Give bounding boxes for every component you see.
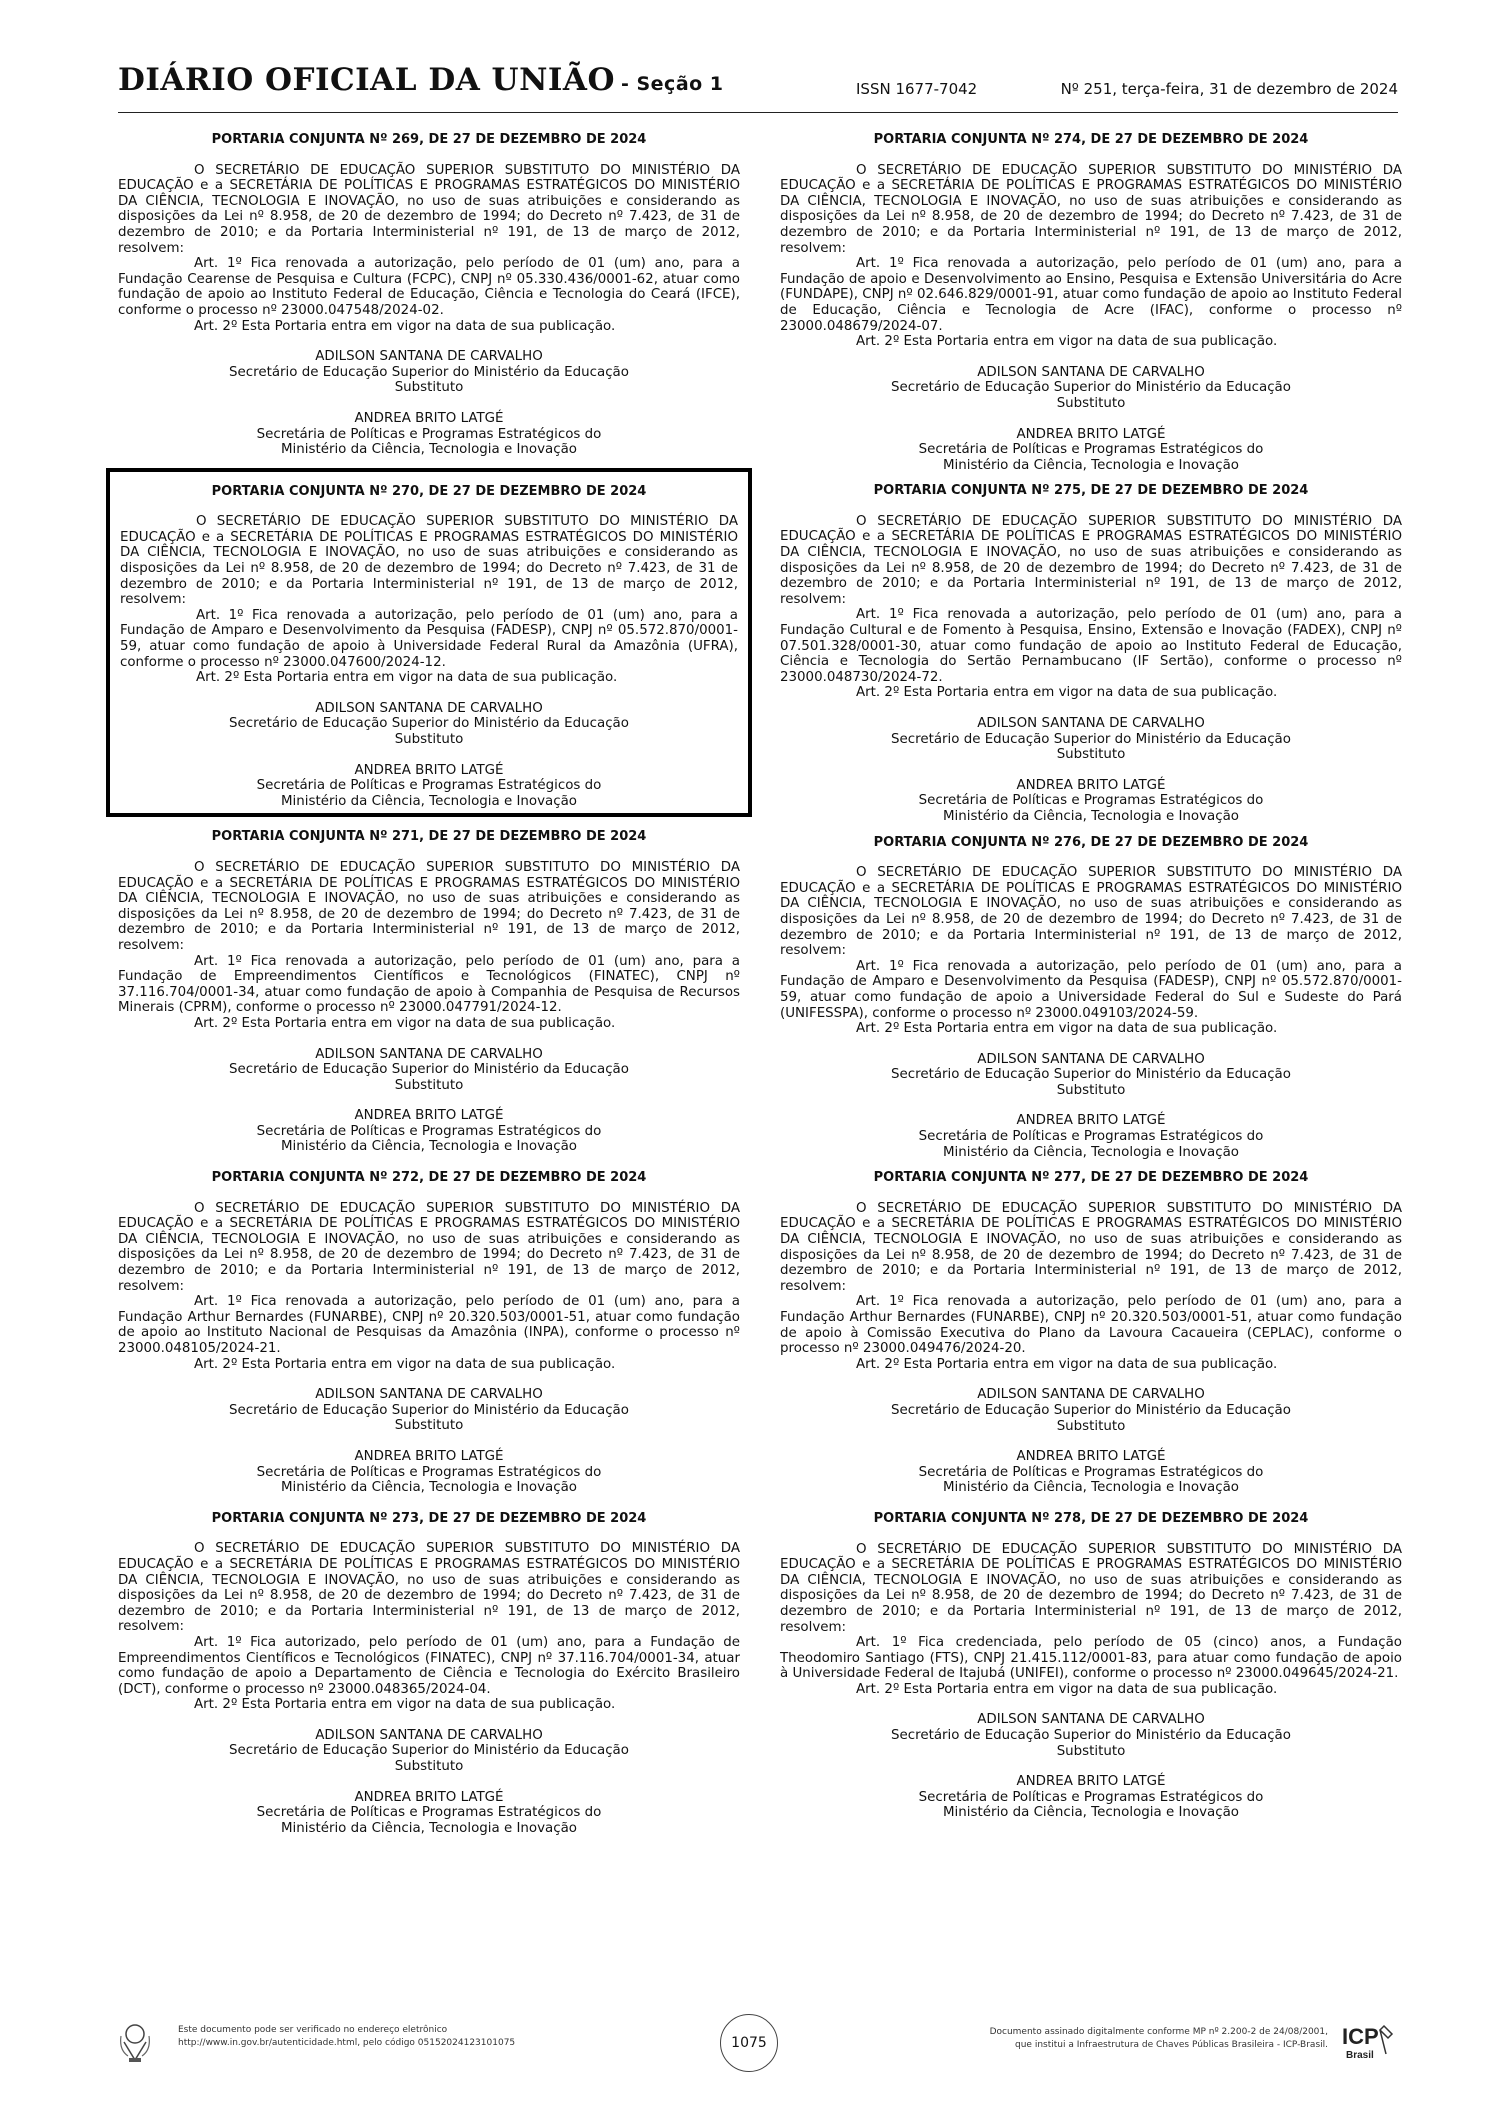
digital-signature-note — [990, 2026, 1328, 2052]
portaria-274 — [780, 132, 1402, 473]
signatory-substitute: Substituto — [1056, 1418, 1126, 1434]
signatory-role: Secretária de Políticas e Programas Estratégicos do — [918, 793, 1264, 809]
signature-line: que institui a Infraestrutura de Chaves Públicas Brasileira - ICP-Brasil. — [1015, 2040, 1328, 2050]
signatory-name: ADILSON SANTANA DE CARVALHO — [315, 1727, 543, 1743]
signatory-role: Ministério da Ciência, Tecnologia e Inovação — [281, 1820, 577, 1836]
signatory-role: Secretário de Educação Superior do Ministério da Educação — [891, 380, 1291, 396]
issn: ISSN 1677-7042 — [856, 80, 978, 98]
signatory-role: Ministério da Ciência, Tecnologia e Inovação — [943, 1805, 1239, 1821]
header-rule — [118, 112, 1398, 113]
signatory-role: Ministério da Ciência, Tecnologia e Inovação — [281, 793, 577, 809]
portaria-278 — [780, 1511, 1402, 1821]
signatory-name: ANDREA BRITO LATGÉ — [1016, 777, 1166, 793]
page-header — [118, 62, 1398, 110]
article-2: Art. 2º Esta Portaria entra em vigor na data de sua publicação. — [194, 1356, 616, 1372]
preamble: O SECRETÁRIO DE EDUCAÇÃO SUPERIOR SUBSTITUTO DO MINISTÉRIO DA EDUCAÇÃO e a SECRETÁRIA DE POLÍTICAS E PROGRAMAS ESTRATÉGICOS DO MINISTÉRIO DA CIÊNCIA, TECNOLOGIA E INOVAÇÃO, no uso de suas atribuições e considerando as disposições da Lei nº 8.958, de 20 de dezembro de 1994; do Decreto nº 7.423, de 31 de dezembro de 2010; e da Portaria Interministerial nº 191, de 13 de março de 2012, resolvem: — [780, 513, 1402, 607]
signatory-role: Ministério da Ciência, Tecnologia e Inovação — [943, 1480, 1239, 1496]
preamble: O SECRETÁRIO DE EDUCAÇÃO SUPERIOR SUBSTITUTO DO MINISTÉRIO DA EDUCAÇÃO e a SECRETÁRIA DE POLÍTICAS E PROGRAMAS ESTRATÉGICOS DO MINISTÉRIO DA CIÊNCIA, TECNOLOGIA E INOVAÇÃO, no uso de suas atribuições e considerando as disposições da Lei nº 8.958, de 20 de dezembro de 1994; do Decreto nº 7.423, de 31 de dezembro de 2010; e da Portaria Interministerial nº 191, de 13 de março de 2012, resolvem: — [118, 1200, 740, 1294]
journal-title: DIÁRIO OFICIAL DA UNIÃO — [118, 62, 615, 98]
signatory-role: Secretário de Educação Superior do Ministério da Educação — [229, 1743, 629, 1759]
preamble: O SECRETÁRIO DE EDUCAÇÃO SUPERIOR SUBSTITUTO DO MINISTÉRIO DA EDUCAÇÃO e a SECRETÁRIA DE POLÍTICAS E PROGRAMAS ESTRATÉGICOS DO MINISTÉRIO DA CIÊNCIA, TECNOLOGIA E INOVAÇÃO, no uso de suas atribuições e considerando as disposições da Lei nº 8.958, de 20 de dezembro de 1994; do Decreto nº 7.423, de 31 de dezembro de 2010; e da Portaria Interministerial nº 191, de 13 de março de 2012, resolvem: — [780, 162, 1402, 256]
signatory-role: Secretária de Políticas e Programas Estratégicos do — [256, 426, 602, 442]
masthead — [118, 62, 724, 98]
portaria-title: PORTARIA CONJUNTA Nº 277, DE 27 DE DEZEMBRO DE 2024 — [873, 1170, 1309, 1186]
signatory-role: Secretária de Políticas e Programas Estratégicos do — [256, 1464, 602, 1480]
icp-sublabel: Brasil — [1346, 2050, 1374, 2061]
article-1: Art. 1º Fica renovada a autorização, pelo período de 01 (um) ano, para a Fundação Cearense de Pesquisa e Cultura (FCPC), CNPJ nº 05.330.436/0001-62, atuar como fundação de apoio ao Instituto Federal de Educação, Ciência e Tecnologia do Ceará (IFCE), conforme o processo nº 23000.047548/2024-02. — [118, 256, 740, 318]
signatory-substitute: Substituto — [394, 380, 464, 396]
signatory-role: Secretária de Políticas e Programas Estratégicos do — [918, 1464, 1264, 1480]
portaria-277 — [780, 1170, 1402, 1496]
preamble: O SECRETÁRIO DE EDUCAÇÃO SUPERIOR SUBSTITUTO DO MINISTÉRIO DA EDUCAÇÃO e a SECRETÁRIA DE POLÍTICAS E PROGRAMAS ESTRATÉGICOS DO MINISTÉRIO DA CIÊNCIA, TECNOLOGIA E INOVAÇÃO, no uso de suas atribuições e considerando as disposições da Lei nº 8.958, de 20 de dezembro de 1994; do Decreto nº 7.423, de 31 de dezembro de 2010; e da Portaria Interministerial nº 191, de 13 de março de 2012, resolvem: — [780, 865, 1402, 959]
signatory-role: Secretária de Políticas e Programas Estratégicos do — [256, 778, 602, 794]
signatory-substitute: Substituto — [394, 732, 464, 747]
article-1: Art. 1º Fica credenciada, pelo período de 05 (cinco) anos, a Fundação Theodomiro Santiago (FTS), CNPJ 21.415.112/0001-83, para atuar como fundação de apoio à Universidade Federal de Itajubá (UNIFEI), conforme o processo nº 23000.049645/2024-21. — [780, 1635, 1402, 1682]
signatory-role: Ministério da Ciência, Tecnologia e Inovação — [281, 442, 577, 458]
signatory-role: Secretária de Políticas e Programas Estratégicos do — [918, 1129, 1264, 1145]
article-2: Art. 2º Esta Portaria entra em vigor na data de sua publicação. — [856, 1021, 1278, 1037]
preamble: O SECRETÁRIO DE EDUCAÇÃO SUPERIOR SUBSTITUTO DO MINISTÉRIO DA EDUCAÇÃO e a SECRETÁRIA DE POLÍTICAS E PROGRAMAS ESTRATÉGICOS DO MINISTÉRIO DA CIÊNCIA, TECNOLOGIA E INOVAÇÃO, no uso de suas atribuições e considerando as disposições da Lei nº 8.958, de 20 de dezembro de 1994; do Decreto nº 7.423, de 31 de dezembro de 2010; e da Portaria Interministerial nº 191, de 13 de março de 2012, resolvem: — [780, 1200, 1402, 1294]
portaria-269 — [118, 132, 740, 458]
signatory-role: Secretário de Educação Superior do Ministério da Educação — [891, 1728, 1291, 1744]
signatory-role: Secretária de Políticas e Programas Estratégicos do — [256, 1123, 602, 1139]
signatory-name: ADILSON SANTANA DE CARVALHO — [977, 1712, 1205, 1728]
portaria-276 — [780, 835, 1402, 1161]
signatory-role: Secretário de Educação Superior do Ministério da Educação — [229, 364, 629, 380]
signatory-name: ANDREA BRITO LATGÉ — [1016, 426, 1166, 442]
portaria-title: PORTARIA CONJUNTA Nº 276, DE 27 DE DEZEMBRO DE 2024 — [873, 834, 1309, 850]
edition-date: Nº 251, terça-feira, 31 de dezembro de 2024 — [1060, 80, 1398, 98]
article-2: Art. 2º Esta Portaria entra em vigor na data de sua publicação. — [194, 1697, 616, 1713]
preamble: O SECRETÁRIO DE EDUCAÇÃO SUPERIOR SUBSTITUTO DO MINISTÉRIO DA EDUCAÇÃO e a SECRETÁRIA DE POLÍTICAS E PROGRAMAS ESTRATÉGICOS DO MINISTÉRIO DA CIÊNCIA, TECNOLOGIA E INOVAÇÃO, no uso de suas atribuições e considerando as disposições da Lei nº 8.958, de 20 de dezembro de 1994; do Decreto nº 7.423, de 31 de dezembro de 2010; e da Portaria Interministerial nº 191, de 13 de março de 2012, resolvem: — [118, 1541, 740, 1635]
signatory-substitute: Substituto — [1056, 1743, 1126, 1759]
portaria-title: PORTARIA CONJUNTA Nº 270, DE 27 DE DEZEMBRO DE 2024 — [211, 483, 647, 499]
verification-line: Este documento pode ser verificado no endereço eletrônico — [178, 2025, 448, 2035]
portaria-271 — [118, 829, 740, 1155]
portaria-275 — [780, 483, 1402, 824]
signatory-name: ANDREA BRITO LATGÉ — [1016, 1113, 1166, 1129]
signatory-substitute: Substituto — [394, 1077, 464, 1093]
article-2: Art. 2º Esta Portaria entra em vigor na data de sua publicação. — [196, 670, 618, 686]
signatory-role: Secretária de Políticas e Programas Estratégicos do — [918, 442, 1264, 458]
article-2: Art. 2º Esta Portaria entra em vigor na data de sua publicação. — [856, 1356, 1278, 1372]
portaria-title: PORTARIA CONJUNTA Nº 274, DE 27 DE DEZEMBRO DE 2024 — [873, 132, 1309, 147]
signatory-name: ADILSON SANTANA DE CARVALHO — [977, 1387, 1205, 1403]
page-number: 1075 — [720, 2014, 778, 2072]
article-2: Art. 2º Esta Portaria entra em vigor na data de sua publicação. — [194, 318, 616, 334]
signatory-role: Ministério da Ciência, Tecnologia e Inovação — [281, 1480, 577, 1496]
signatory-role: Secretário de Educação Superior do Ministério da Educação — [229, 1062, 629, 1078]
signatory-name: ADILSON SANTANA DE CARVALHO — [315, 1046, 543, 1062]
article-2: Art. 2º Esta Portaria entra em vigor na data de sua publicação. — [194, 1015, 616, 1031]
signatory-name: ADILSON SANTANA DE CARVALHO — [977, 716, 1205, 731]
section-label: - Seção 1 — [620, 73, 724, 95]
signatory-name: ADILSON SANTANA DE CARVALHO — [977, 1051, 1205, 1067]
portaria-title: PORTARIA CONJUNTA Nº 269, DE 27 DE DEZEMBRO DE 2024 — [211, 132, 647, 147]
preamble: O SECRETÁRIO DE EDUCAÇÃO SUPERIOR SUBSTITUTO DO MINISTÉRIO DA EDUCAÇÃO e a SECRETÁRIA DE POLÍTICAS E PROGRAMAS ESTRATÉGICOS DO MINISTÉRIO DA CIÊNCIA, TECNOLOGIA E INOVAÇÃO, no uso de suas atribuições e considerando as disposições da Lei nº 8.958, de 20 de dezembro de 1994; do Decreto nº 7.423, de 31 de dezembro de 2010; e da Portaria Interministerial nº 191, de 13 de março de 2012, resolvem: — [780, 1541, 1402, 1635]
preamble: O SECRETÁRIO DE EDUCAÇÃO SUPERIOR SUBSTITUTO DO MINISTÉRIO DA EDUCAÇÃO e a SECRETÁRIA DE POLÍTICAS E PROGRAMAS ESTRATÉGICOS DO MINISTÉRIO DA CIÊNCIA, TECNOLOGIA E INOVAÇÃO, no uso de suas atribuições e considerando as disposições da Lei nº 8.958, de 20 de dezembro de 1994; do Decreto nº 7.423, de 31 de dezembro de 2010; e da Portaria Interministerial nº 191, de 13 de março de 2012, resolvem: — [118, 162, 740, 256]
signatory-substitute: Substituto — [1056, 747, 1126, 763]
signatory-role: Secretária de Políticas e Programas Estratégicos do — [918, 1789, 1264, 1805]
icp-brasil-logo-icon — [1340, 2020, 1398, 2064]
signatory-role: Secretário de Educação Superior do Ministério da Educação — [229, 1402, 629, 1418]
signatory-role: Secretário de Educação Superior do Ministério da Educação — [229, 716, 629, 732]
signatory-role: Ministério da Ciência, Tecnologia e Inovação — [943, 808, 1239, 824]
article-1: Art. 1º Fica renovada a autorização, pelo período de 01 (um) ano, para a Fundação Arthur Bernardes (FUNARBE), CNPJ nº 20.320.503/0001-51, atuar como fundação de apoio à Comissão Executiva do Plano da Lavoura Cacaueira (CEPLAC), conforme o processo nº 23000.049476/2024-20. — [780, 1294, 1402, 1357]
signatory-name: ADILSON SANTANA DE CARVALHO — [315, 700, 543, 716]
article-2: Art. 2º Esta Portaria entra em vigor na data de sua publicação. — [856, 1681, 1278, 1697]
portaria-272 — [118, 1170, 740, 1496]
portaria-title: PORTARIA CONJUNTA Nº 273, DE 27 DE DEZEMBRO DE 2024 — [211, 1510, 647, 1526]
left-column — [118, 132, 740, 1836]
signatory-name: ADILSON SANTANA DE CARVALHO — [315, 349, 543, 365]
signatory-role: Secretária de Políticas e Programas Estratégicos do — [256, 1805, 602, 1821]
portaria-title: PORTARIA CONJUNTA Nº 272, DE 27 DE DEZEMBRO DE 2024 — [211, 1170, 647, 1186]
signatory-role: Secretário de Educação Superior do Ministério da Educação — [891, 731, 1291, 747]
signatory-name: ADILSON SANTANA DE CARVALHO — [315, 1387, 543, 1403]
preamble: O SECRETÁRIO DE EDUCAÇÃO SUPERIOR SUBSTITUTO DO MINISTÉRIO DA EDUCAÇÃO e a SECRETÁRIA DE POLÍTICAS E PROGRAMAS ESTRATÉGICOS DO MINISTÉRIO DA CIÊNCIA, TECNOLOGIA E INOVAÇÃO, no uso de suas atribuições e considerando as disposições da Lei nº 8.958, de 20 de dezembro de 1994; do Decreto nº 7.423, de 31 de dezembro de 2010; e da Portaria Interministerial nº 191, de 13 de março de 2012, resolvem: — [120, 514, 738, 608]
article-2: Art. 2º Esta Portaria entra em vigor na data de sua publicação. — [856, 334, 1278, 350]
portaria-270-highlighted — [106, 468, 752, 818]
portaria-title: PORTARIA CONJUNTA Nº 271, DE 27 DE DEZEMBRO DE 2024 — [211, 829, 647, 845]
verification-note — [178, 2024, 515, 2050]
signatory-name: ANDREA BRITO LATGÉ — [354, 762, 504, 778]
signatory-name: ANDREA BRITO LATGÉ — [1016, 1774, 1166, 1790]
article-1: Art. 1º Fica renovada a autorização, pelo período de 01 (um) ano, para a Fundação Cultural e de Fomento à Pesquisa, Ensino, Extensão e Inovação (FADEX), CNPJ nº 07.501.328/0001-30, atuar como fundação de apoio ao Instituto Federal de Educação, Ciência e Tecnologia do Sertão Pernambucano (IF Sertão), conforme o processo nº 23000.048730/2024-72. — [780, 607, 1402, 685]
signatory-name: ADILSON SANTANA DE CARVALHO — [977, 364, 1205, 380]
signatory-substitute: Substituto — [1056, 1082, 1126, 1098]
portaria-273 — [118, 1511, 740, 1837]
article-1: Art. 1º Fica renovada a autorização, pelo período de 01 (um) ano, para a Fundação de Amparo e Desenvolvimento da Pesquisa (FADESP), CNPJ nº 05.572.870/0001-59, atuar como fundação de apoio à Universidade Federal Rural da Amazônia (UFRA), conforme o processo nº 23000.047600/2024-12. — [120, 607, 738, 670]
icp-label: ICP — [1342, 2024, 1379, 2049]
signatory-role: Ministério da Ciência, Tecnologia e Inovação — [943, 1144, 1239, 1160]
article-1: Art. 1º Fica renovada a autorização, pelo período de 01 (um) ano, para a Fundação Arthur Bernardes (FUNARBE), CNPJ nº 20.320.503/0001-51, atuar como fundação de apoio ao Instituto Nacional de Pesquisas da Amazônia (INPA), conforme o processo nº 23000.048105/2024-21. — [118, 1294, 740, 1356]
article-1: Art. 1º Fica renovada a autorização, pelo período de 01 (um) ano, para a Fundação de Empreendimentos Científicos e Tecnológicos (FINATEC), CNPJ nº 37.116.704/0001-34, atuar como fundação de apoio à Companhia de Pesquisa de Recursos Minerais (CPRM), conforme o processo nº 23000.047791/2024-12. — [118, 953, 740, 1016]
signatory-name: ANDREA BRITO LATGÉ — [1016, 1449, 1166, 1465]
coat-of-arms-icon — [118, 2020, 152, 2064]
signatory-substitute: Substituto — [394, 1418, 464, 1434]
preamble: O SECRETÁRIO DE EDUCAÇÃO SUPERIOR SUBSTITUTO DO MINISTÉRIO DA EDUCAÇÃO e a SECRETÁRIA DE POLÍTICAS E PROGRAMAS ESTRATÉGICOS DO MINISTÉRIO DA CIÊNCIA, TECNOLOGIA E INOVAÇÃO, no uso de suas atribuições e considerando as disposições da Lei nº 8.958, de 20 de dezembro de 1994; do Decreto nº 7.423, de 31 de dezembro de 2010; e da Portaria Interministerial nº 191, de 13 de março de 2012, resolvem: — [118, 859, 740, 953]
signatory-role: Secretário de Educação Superior do Ministério da Educação — [891, 1067, 1291, 1083]
signatory-role: Ministério da Ciência, Tecnologia e Inovação — [281, 1139, 577, 1155]
verification-link[interactable]: http://www.in.gov.br/autenticidade.html, pelo código 05152024123101075 — [178, 2038, 516, 2048]
portaria-title: PORTARIA CONJUNTA Nº 275, DE 27 DE DEZEMBRO DE 2024 — [873, 483, 1309, 499]
article-2: Art. 2º Esta Portaria entra em vigor na data de sua publicação. — [856, 685, 1278, 701]
portaria-title: PORTARIA CONJUNTA Nº 278, DE 27 DE DEZEMBRO DE 2024 — [873, 1510, 1309, 1526]
signature-line: Documento assinado digitalmente conforme MP nº 2.200-2 de 24/08/2001, — [989, 2027, 1328, 2037]
signatory-name: ANDREA BRITO LATGÉ — [354, 1789, 504, 1805]
right-column — [780, 132, 1402, 1821]
signatory-substitute: Substituto — [1056, 395, 1126, 411]
article-1: Art. 1º Fica renovada a autorização, pelo período de 01 (um) ano, para a Fundação de apoio e Desenvolvimento ao Ensino, Pesquisa e Extensão Universitária do Acre (FUNDAPE), CNPJ nº 02.646.829/0001-91, atuar como fundação de apoio ao Instituto Federal de Educação, Ciência e Tecnologia de Acre (IFAC), conforme o processo nº 23000.048679/2024-07. — [780, 256, 1402, 334]
signatory-name: ANDREA BRITO LATGÉ — [354, 1448, 504, 1464]
signatory-name: ANDREA BRITO LATGÉ — [354, 410, 504, 426]
signatory-role: Ministério da Ciência, Tecnologia e Inovação — [943, 457, 1239, 473]
signatory-role: Secretário de Educação Superior do Ministério da Educação — [891, 1402, 1291, 1418]
signatory-name: ANDREA BRITO LATGÉ — [354, 1108, 504, 1124]
page-footer — [118, 2014, 1398, 2080]
signatory-substitute: Substituto — [394, 1759, 464, 1775]
article-1: Art. 1º Fica renovada a autorização, pelo período de 01 (um) ano, para a Fundação de Amparo e Desenvolvimento da Pesquisa (FADESP), CNPJ nº 05.572.870/0001-59, atuar como fundação de apoio a Universidade Federal do Sul e Sudeste do Pará (UNIFESSPA), conforme o processo nº 23000.049103/2024-59. — [780, 958, 1402, 1021]
article-1: Art. 1º Fica autorizado, pelo período de 01 (um) ano, para a Fundação de Empreendimentos Científicos e Tecnológicos (FINATEC), CNPJ nº 37.116.704/0001-34, atuar como fundação de apoio a Departamento de Ciência e Tecnologia do Exército Brasileiro (DCT), conforme o processo nº 23000.048365/2024-04. — [118, 1634, 740, 1697]
